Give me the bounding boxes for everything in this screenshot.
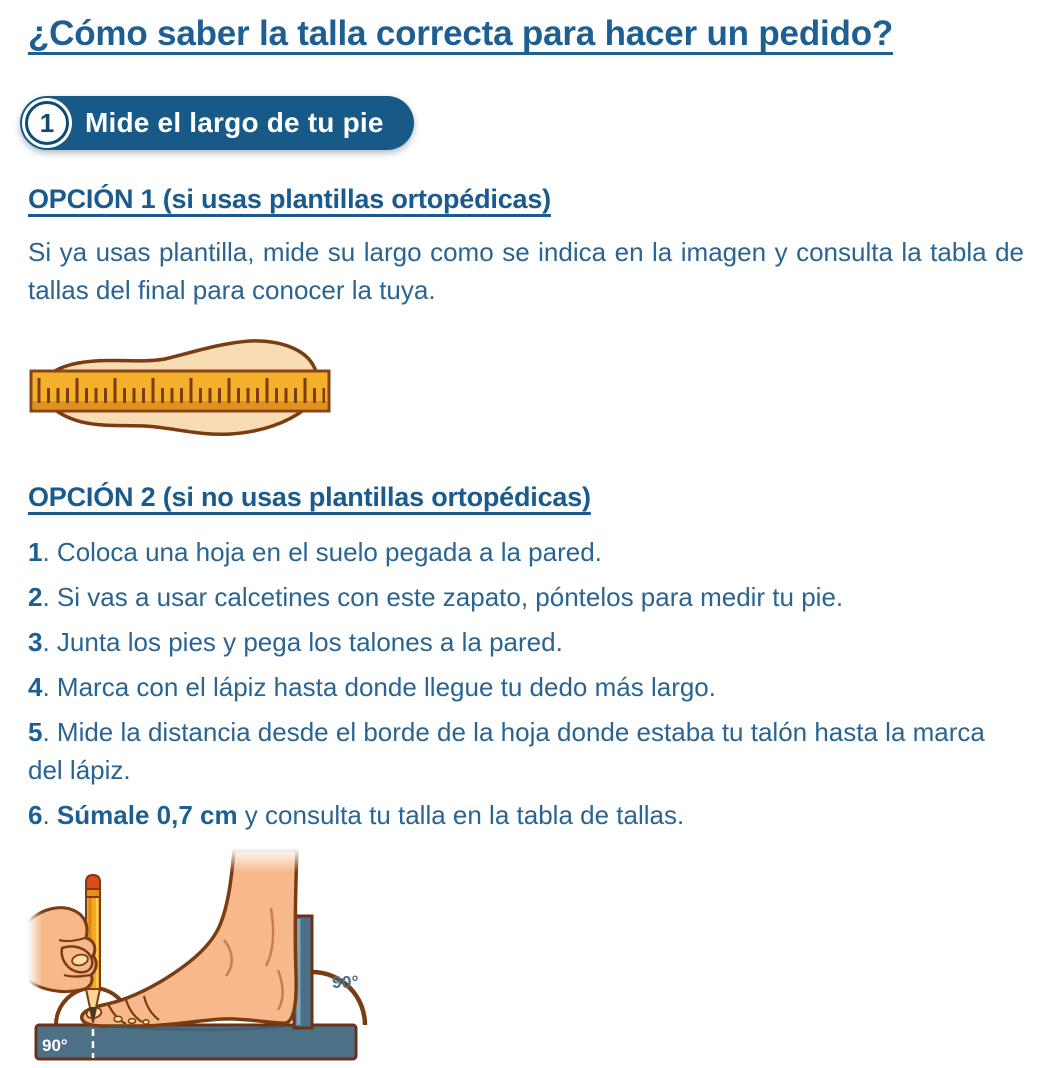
page-title: ¿Cómo saber la talla correcta para hacer un pedido? xyxy=(28,14,894,53)
step-item-bold-text: Súmale 0,7 cm xyxy=(56,800,238,830)
step-item-text: . Coloca una hoja en el suelo pegada a la pared. xyxy=(42,537,602,567)
ruler xyxy=(31,371,329,411)
option1-body-text: Si ya usas plantilla, mide su largo como se indica en la imagen y consulta la tabla de tallas del final para conocer la tuya. xyxy=(28,237,1024,305)
step-number-circle: 1 xyxy=(25,101,69,145)
step-item-text: . xyxy=(42,800,57,830)
option2-steps xyxy=(28,533,1024,834)
step-item-3 xyxy=(28,623,993,661)
insole-ruler-illustration xyxy=(25,327,1024,452)
foot-measure-svg xyxy=(28,848,388,1063)
option1-heading: OPCIÓN 1 (si usas plantillas ortopédicas) xyxy=(28,184,551,214)
step-item-number: 6 xyxy=(28,800,43,830)
foot xyxy=(82,850,297,1026)
insole-ruler-svg xyxy=(25,327,347,447)
step-item-number: 5 xyxy=(28,717,43,747)
angle-label-right: 90° xyxy=(332,972,359,992)
step-item-2 xyxy=(28,578,993,616)
step-item-5 xyxy=(28,713,993,789)
step-item-text: . Mide la distancia desde el borde de la hoja donde estaba tu talón hasta la marca del lápiz. xyxy=(28,717,985,785)
step-badge-label: Mide el largo de tu pie xyxy=(85,107,384,138)
angle-label-left: 90° xyxy=(42,1036,68,1055)
foot-measure-illustration xyxy=(28,848,1024,1068)
step-item-text: . Si vas a usar calcetines con este zapato, póntelos para medir tu pie. xyxy=(42,582,844,612)
step-item-number: 1 xyxy=(28,537,43,567)
step-1-badge xyxy=(20,96,414,150)
step-item-6: 6. Súmale 0,7 cm y consulta tu talla en la tabla de tallas. xyxy=(28,800,685,830)
step-item-4 xyxy=(28,668,993,706)
option2-heading: OPCIÓN 2 (si no usas plantillas ortopédicas) xyxy=(28,482,591,512)
step-item-number: 3 xyxy=(28,627,43,657)
step-item-text: . Junta los pies y pega los talones a la pared. xyxy=(42,627,563,657)
step-item-number: 2 xyxy=(28,582,43,612)
step-item-text: . Marca con el lápiz hasta donde llegue tu dedo más largo. xyxy=(42,672,716,702)
step-item-1 xyxy=(28,533,993,571)
step-item-number: 4 xyxy=(28,672,43,702)
